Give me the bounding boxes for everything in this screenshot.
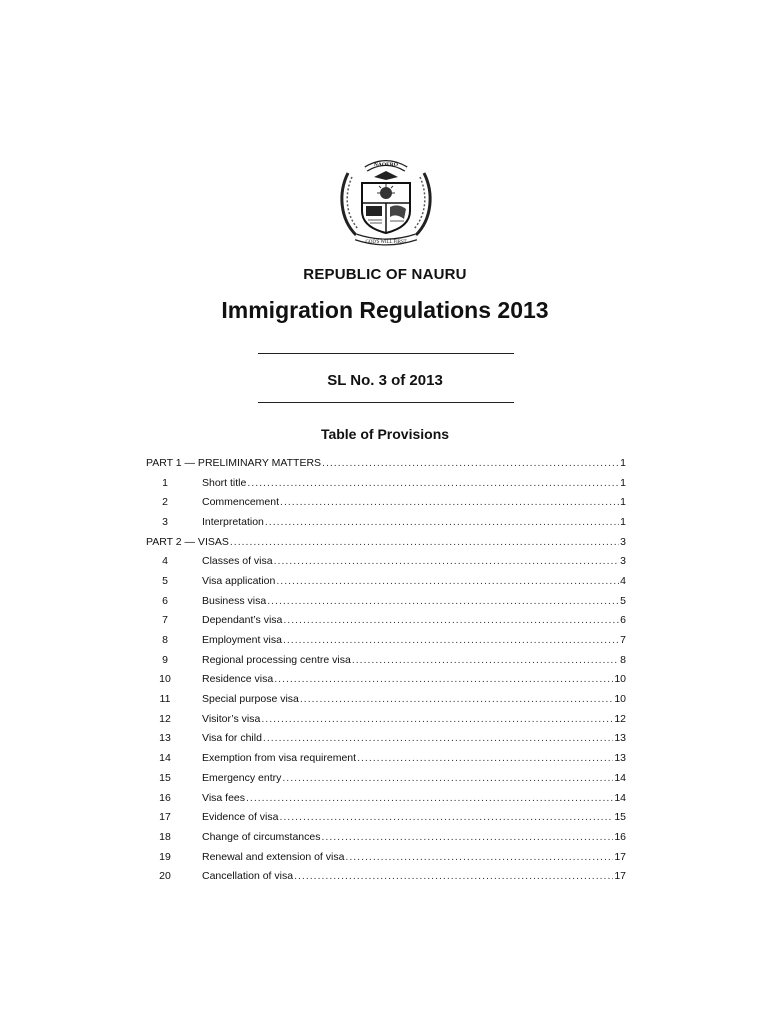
toc-page-number: 10 xyxy=(614,693,626,706)
toc-entry-label: Cancellation of visa xyxy=(202,870,294,883)
dot-leader xyxy=(247,477,619,489)
toc-entry[interactable] xyxy=(146,650,626,670)
toc-page-number: 14 xyxy=(614,771,626,784)
toc-page-number: 10 xyxy=(614,673,626,686)
toc-entry-number: 4 xyxy=(162,555,168,568)
dot-leader xyxy=(352,654,619,666)
toc-entry-label: Employment visa xyxy=(202,634,282,647)
dot-leader xyxy=(280,496,619,508)
table-of-provisions xyxy=(146,453,626,886)
toc-page-number: 1 xyxy=(620,496,626,509)
toc-page-number: 15 xyxy=(614,811,626,824)
toc-entry[interactable] xyxy=(146,709,626,729)
toc-entry-label: Business visa xyxy=(202,594,267,607)
toc-entry[interactable] xyxy=(146,591,626,611)
dot-leader xyxy=(283,634,619,646)
toc-page-number: 16 xyxy=(614,830,626,843)
toc-page-number: 13 xyxy=(614,732,626,745)
seal-top-text: NAOERO xyxy=(373,162,399,168)
dot-leader xyxy=(274,555,620,567)
toc-entry-number: 13 xyxy=(159,732,171,745)
toc-entry-number: 9 xyxy=(162,653,168,666)
toc-entry-label: Visitor’s visa xyxy=(202,712,261,725)
toc-page-number: 17 xyxy=(614,870,626,883)
toc-page-number: 1 xyxy=(620,456,626,469)
document-title: Immigration Regulations 2013 xyxy=(221,297,549,323)
dot-leader xyxy=(357,752,613,764)
toc-page-number: 3 xyxy=(620,555,626,568)
toc-entry[interactable] xyxy=(146,768,626,788)
toc-entry-number: 7 xyxy=(162,614,168,627)
toc-entry-label: Commencement xyxy=(202,496,280,509)
toc-entry[interactable] xyxy=(146,827,626,847)
toc-entry-label: Change of circumstances xyxy=(202,830,321,843)
toc-heading: Table of Provisions xyxy=(320,426,450,442)
toc-entry-number: 12 xyxy=(159,712,171,725)
toc-entry-number: 10 xyxy=(159,673,171,686)
toc-entry-label: Renewal and extension of visa xyxy=(202,850,345,863)
toc-entry-label: Residence visa xyxy=(202,673,274,686)
toc-entry[interactable] xyxy=(146,866,626,886)
toc-entry-label: Dependant’s visa xyxy=(202,614,283,627)
toc-part-heading[interactable] xyxy=(146,453,626,473)
divider-bottom xyxy=(258,402,514,403)
toc-entry-number: 8 xyxy=(162,634,168,647)
toc-entry[interactable] xyxy=(146,630,626,650)
toc-part-heading[interactable] xyxy=(146,532,626,552)
dot-leader xyxy=(261,713,613,725)
toc-entry-label: Interpretation xyxy=(202,515,264,528)
toc-entry-number: 16 xyxy=(159,791,171,804)
toc-entry[interactable] xyxy=(146,611,626,631)
dot-leader xyxy=(279,811,613,823)
dot-leader xyxy=(322,457,619,469)
toc-entry[interactable] xyxy=(146,788,626,808)
toc-page-number: 3 xyxy=(620,535,626,548)
toc-entry[interactable] xyxy=(146,551,626,571)
toc-entry-label: Short title xyxy=(202,476,247,489)
toc-entry-number: 17 xyxy=(159,811,171,824)
toc-page-number: 1 xyxy=(620,515,626,528)
dot-leader xyxy=(263,732,613,744)
toc-page-number: 13 xyxy=(614,752,626,765)
toc-page-number: 17 xyxy=(614,850,626,863)
toc-entry-label: PART 1 — PRELIMINARY MATTERS xyxy=(146,456,322,469)
dot-leader xyxy=(345,851,613,863)
toc-entry[interactable] xyxy=(146,729,626,749)
country-heading: REPUBLIC OF NAURU xyxy=(303,266,467,283)
toc-entry-number: 6 xyxy=(162,594,168,607)
dot-leader xyxy=(276,575,619,587)
toc-page-number: 5 xyxy=(620,594,626,607)
toc-entry-label: Classes of visa xyxy=(202,555,273,568)
toc-entry-number: 11 xyxy=(159,693,171,706)
toc-page-number: 12 xyxy=(614,712,626,725)
dot-leader xyxy=(274,673,613,685)
toc-entry[interactable] xyxy=(146,748,626,768)
toc-entry-number: 20 xyxy=(159,870,171,883)
toc-entry-number: 1 xyxy=(162,476,168,489)
toc-entry[interactable] xyxy=(146,512,626,532)
toc-entry-label: Special purpose visa xyxy=(202,693,299,706)
toc-page-number: 7 xyxy=(620,634,626,647)
sl-number: SL No. 3 of 2013 xyxy=(327,372,443,389)
toc-entry[interactable] xyxy=(146,492,626,512)
toc-entry-number: 15 xyxy=(159,771,171,784)
toc-entry-label: Emergency entry xyxy=(202,771,282,784)
toc-entry-label: Visa for child xyxy=(202,732,262,745)
toc-entry-label: Regional processing centre visa xyxy=(202,653,351,666)
toc-page-number: 14 xyxy=(614,791,626,804)
coat-of-arms-icon xyxy=(334,153,438,249)
dot-leader xyxy=(246,792,613,804)
dot-leader xyxy=(300,693,613,705)
dot-leader xyxy=(282,772,613,784)
toc-entry[interactable] xyxy=(146,571,626,591)
toc-entry-number: 5 xyxy=(162,574,168,587)
seal-motto-text: GOD'S WILL FIRST xyxy=(365,240,407,245)
toc-entry[interactable] xyxy=(146,473,626,493)
dot-leader xyxy=(267,595,619,607)
toc-entry[interactable] xyxy=(146,689,626,709)
dot-leader xyxy=(230,536,619,548)
toc-entry-number: 19 xyxy=(159,850,171,863)
toc-entry-label: PART 2 — VISAS xyxy=(146,535,229,548)
dot-leader xyxy=(265,516,619,528)
dot-leader xyxy=(294,870,613,882)
toc-entry-number: 14 xyxy=(159,752,171,765)
toc-page-number: 4 xyxy=(620,574,626,587)
dot-leader xyxy=(321,831,613,843)
toc-entry-number: 2 xyxy=(162,496,168,509)
toc-entry-label: Visa application xyxy=(202,574,276,587)
toc-entry-number: 18 xyxy=(159,830,171,843)
divider-top xyxy=(258,353,514,354)
toc-entry-label: Visa fees xyxy=(202,791,245,804)
dot-leader xyxy=(283,614,619,626)
toc-entry[interactable] xyxy=(146,807,626,827)
toc-page-number: 6 xyxy=(620,614,626,627)
toc-entry[interactable] xyxy=(146,847,626,867)
toc-entry-number: 3 xyxy=(162,515,168,528)
toc-entry-label: Exemption from visa requirement xyxy=(202,752,357,765)
toc-entry-label: Evidence of visa xyxy=(202,811,279,824)
toc-page-number: 1 xyxy=(620,476,626,489)
toc-page-number: 8 xyxy=(620,653,626,666)
toc-entry[interactable] xyxy=(146,670,626,690)
